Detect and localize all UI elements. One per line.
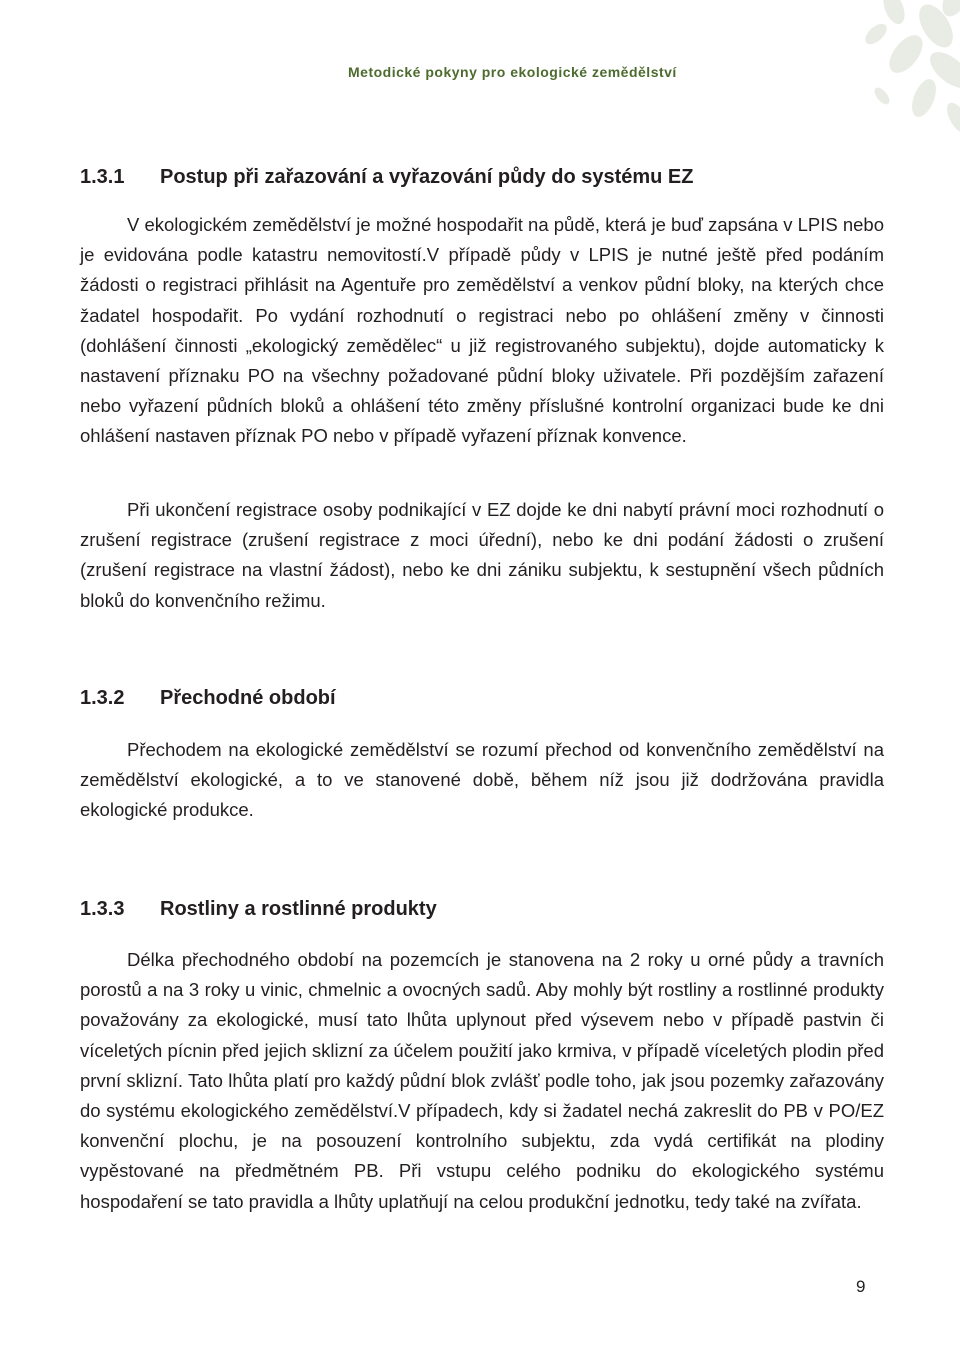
section-number: 1.3.2 bbox=[80, 687, 125, 709]
running-header: Metodické pokyny pro ekologické zemědělství bbox=[348, 64, 677, 80]
paragraph: Délka přechodného období na pozemcích je stanovena na 2 roky u orné půdy a travních porostů a na 3 roky u vinic, chmelnic a ovocných sadů. Aby mohly být rostliny a rostlinné produkty považovány za ekologické, musí tato lhůta uplynout před výsevem nebo v případě pastvin či víceletých pícnin před jejich sklizní za účelem použití jako krmiva, v případě víceletých plodin před první sklizní. Tato lhůta platí pro každý půdní blok zvlášť podle toho, jak jsou pozemky zařazovány do systému ekologického zemědělství.V případech, kdy si žadatel nechá zakreslit do PB v PO/EZ konvenční plochu, je na posouzení kontrolního subjektu, zda vydá certifikát na plodiny vypěstované na předmětném PB. Při vstupu celého podniku do ekologického systému hospodaření se tato pravidla a lhůty uplatňují na celou produkční jednotku, tedy také na zvířata. bbox=[80, 949, 884, 1212]
leaf-pattern-icon bbox=[760, 0, 960, 150]
paragraph: Při ukončení registrace osoby podnikající v EZ dojde ke dni nabytí právní moci rozhodnutí o zrušení registrace (zrušení registrace z moci úřední), nebo ke dni podání žádosti o zrušení (zrušení registrace na vlastní žádost), nebo ke dni zániku subjektu, k sestupnění všech půdních bloků do konvenčního režimu. bbox=[80, 499, 884, 611]
section-title: Přechodné období bbox=[160, 687, 336, 709]
section-title: Rostliny a rostlinné produkty bbox=[160, 898, 437, 920]
paragraph: Přechodem na ekologické zemědělství se rozumí přechod od konvenčního zemědělství na zemědělství ekologické, a to ve stanovené době, během níž jsou již dodržována pravidla ekologické produkce. bbox=[80, 739, 884, 821]
section-number: 1.3.1 bbox=[80, 166, 125, 188]
section-heading bbox=[80, 898, 437, 921]
section-heading bbox=[80, 166, 693, 189]
section-heading bbox=[80, 687, 336, 710]
section-number: 1.3.3 bbox=[80, 898, 125, 920]
paragraph: V ekologickém zemědělství je možné hospodařit na půdě, která je buď zapsána v LPIS nebo je evidována podle katastru nemovitostí.V případě půdy v LPIS je nutné ještě před podáním žádosti o registraci přihlásit na Agentuře pro zemědělství a venkov půdní bloky, na kterých chce žadatel hospodařit. Po vydání rozhodnutí o registraci nebo po ohlášení změny v činnosti (dohlášení činnosti „ekologický zemědělec“ u již registrovaného subjektu), dojde automaticky k nastavení příznaku PO na všechny požadované půdní bloky uživatele. Při pozdějším zařazení nebo vyřazení půdních bloků a ohlášení této změny příslušné kontrolní organizaci bude ke dni ohlášení nastaven příznak PO nebo v případě vyřazení příznak konvence. bbox=[80, 214, 884, 447]
section-title: Postup při zařazování a vyřazování půdy do systému EZ bbox=[160, 166, 694, 188]
page-number: 9 bbox=[856, 1277, 866, 1296]
